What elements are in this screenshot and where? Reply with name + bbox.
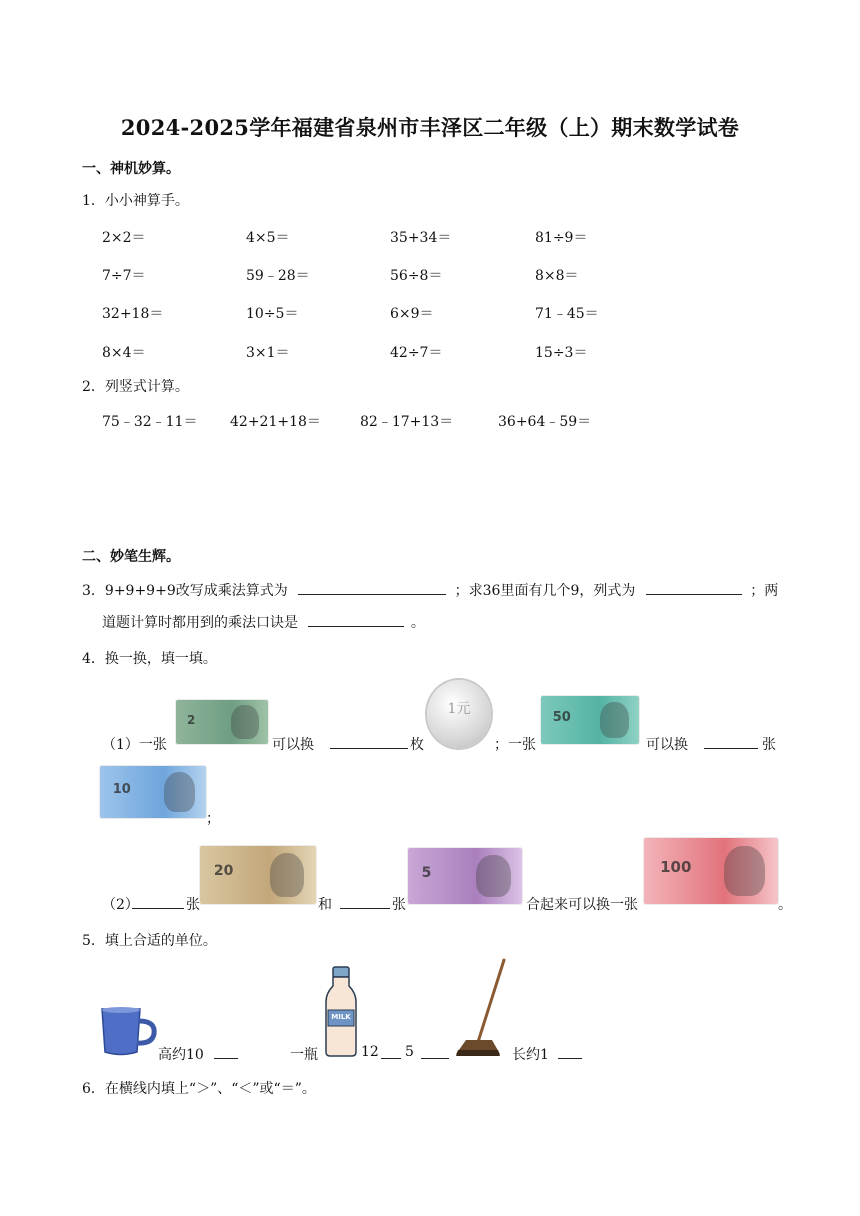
page-title: 2024-2025学年福建省泉州市丰泽区二年级（上）期末数学试卷	[120, 115, 740, 140]
q4-p1-text-d: ；一张	[494, 737, 536, 753]
q5-blank-bottle-unit-2[interactable]	[421, 1044, 449, 1059]
vertical-calc-item-1: 75﹣32﹣11＝	[102, 414, 198, 430]
milk-bottle-drawing	[324, 966, 358, 1058]
section-heading-2: 二、妙笔生辉。	[82, 549, 180, 565]
five-yuan-note-image	[408, 848, 522, 904]
q4-p2-text-e: 合起来可以换一张	[526, 897, 638, 913]
q4-blank-ten-count[interactable]	[704, 734, 758, 749]
q5-blank-broom-unit[interactable]	[558, 1044, 582, 1059]
question-6-stem: 6．在横线内填上“＞”、“＜”或“＝”。	[82, 1081, 316, 1097]
oral-calc-item: 8×8＝	[535, 268, 579, 284]
question-5-stem: 5．填上合适的单位。	[82, 933, 217, 949]
hundred-yuan-note-value: 100	[660, 857, 692, 876]
oral-calc-item: 4×5＝	[246, 230, 290, 246]
q5-cup-text: 高约10	[158, 1047, 204, 1063]
five-yuan-note-value: 5	[421, 864, 432, 881]
question-4-stem: 4．换一换，填一填。	[82, 651, 217, 667]
q3-blank-formula[interactable]	[308, 612, 404, 627]
q3-blank-division[interactable]	[646, 580, 742, 595]
q3-text-part1: 3．9+9+9+9改写成乘法算式为	[82, 583, 288, 599]
oral-calc-item: 7÷7＝	[102, 268, 146, 284]
broom-image	[452, 958, 508, 1058]
vertical-calc-item-2: 42+21+18＝	[230, 414, 321, 430]
oral-calc-item: 56÷8＝	[390, 268, 443, 284]
q4-p2-text-d: 张	[392, 897, 406, 913]
q4-p1-text-b: 可以换	[272, 737, 314, 753]
vertical-calc-item-4: 36+64﹣59＝	[498, 414, 592, 430]
question-1-stem: 1．小小神算手。	[82, 193, 189, 209]
q3-text-part2: ；求36里面有几个9，列式为	[454, 583, 636, 599]
q4-p1-text-c: 枚	[410, 737, 424, 753]
q3-text-line2a: 道题计算时都用到的乘法口诀是	[102, 615, 298, 631]
hundred-yuan-note-image	[644, 838, 778, 904]
milk-bottle-image	[324, 966, 358, 1058]
oral-calc-item: 6×9＝	[390, 306, 434, 322]
vertical-calc-item-3: 82﹣17+13＝	[360, 414, 454, 430]
fifty-yuan-note-image	[541, 696, 639, 744]
oral-calc-item: 71﹣45＝	[535, 306, 599, 322]
q4-p1-text-g: ；	[206, 811, 220, 827]
fifty-yuan-note-value: 50	[552, 710, 571, 726]
two-yuan-note-image	[176, 700, 268, 744]
q4-p2-text-c: 和	[318, 897, 332, 913]
cup-drawing	[100, 1006, 160, 1056]
cup-image	[100, 1006, 146, 1056]
oral-calc-item: 8×4＝	[102, 345, 146, 361]
q4-blank-coin-count[interactable]	[330, 734, 408, 749]
q4-p2-text-b: 张	[186, 897, 200, 913]
question-3-line-1	[82, 580, 778, 600]
twenty-yuan-note-value: 20	[213, 863, 234, 880]
q4-blank-five-count[interactable]	[340, 894, 390, 909]
oral-calc-item: 2×2＝	[102, 230, 146, 246]
question-2-stem: 2．列竖式计算。	[82, 379, 189, 395]
q5-bottle-text-c: 5	[405, 1044, 414, 1060]
q5-bottle-text-a: 一瓶	[290, 1047, 318, 1063]
coin-value-text: 1元	[447, 701, 471, 717]
oral-calc-item: 35+34＝	[390, 230, 452, 246]
q5-bottle-text-b: 12	[361, 1044, 379, 1060]
oral-calc-item: 3×1＝	[246, 345, 290, 361]
q3-text-part3: ；两	[750, 583, 779, 599]
milk-label-text: MILK	[331, 1013, 351, 1021]
q4-p1-text-e: 可以换	[646, 737, 688, 753]
q4-p1-text-f: 张	[762, 737, 776, 753]
oral-calc-item: 42÷7＝	[390, 345, 443, 361]
oral-calc-item: 81÷9＝	[535, 230, 588, 246]
one-yuan-coin-image	[427, 680, 491, 748]
ten-yuan-note-value: 10	[112, 781, 131, 797]
q3-text-line2b: 。	[410, 615, 425, 631]
two-yuan-note-value: 2	[187, 713, 196, 728]
oral-calc-item: 10÷5＝	[246, 306, 299, 322]
oral-calc-item: 15÷3＝	[535, 345, 588, 361]
broom-drawing	[452, 958, 508, 1058]
q5-blank-cup-unit[interactable]	[214, 1044, 238, 1059]
ten-yuan-note-image	[100, 766, 206, 818]
q3-blank-multiplication[interactable]	[298, 580, 446, 595]
q4-blank-twenty-count[interactable]	[132, 894, 184, 909]
twenty-yuan-note-image	[200, 846, 316, 904]
q4-p2-text-a: （2）	[102, 897, 139, 913]
question-3-line-2	[102, 612, 425, 632]
oral-calc-item: 59﹣28＝	[246, 268, 310, 284]
q4-p2-text-f: 。	[778, 897, 792, 913]
oral-calc-item: 32+18＝	[102, 306, 164, 322]
q4-p1-text-a: （1）一张	[102, 737, 167, 753]
q5-broom-text: 长约1	[512, 1047, 549, 1063]
section-heading-1: 一、神机妙算。	[82, 161, 180, 177]
q5-blank-bottle-unit-1[interactable]	[381, 1044, 401, 1059]
